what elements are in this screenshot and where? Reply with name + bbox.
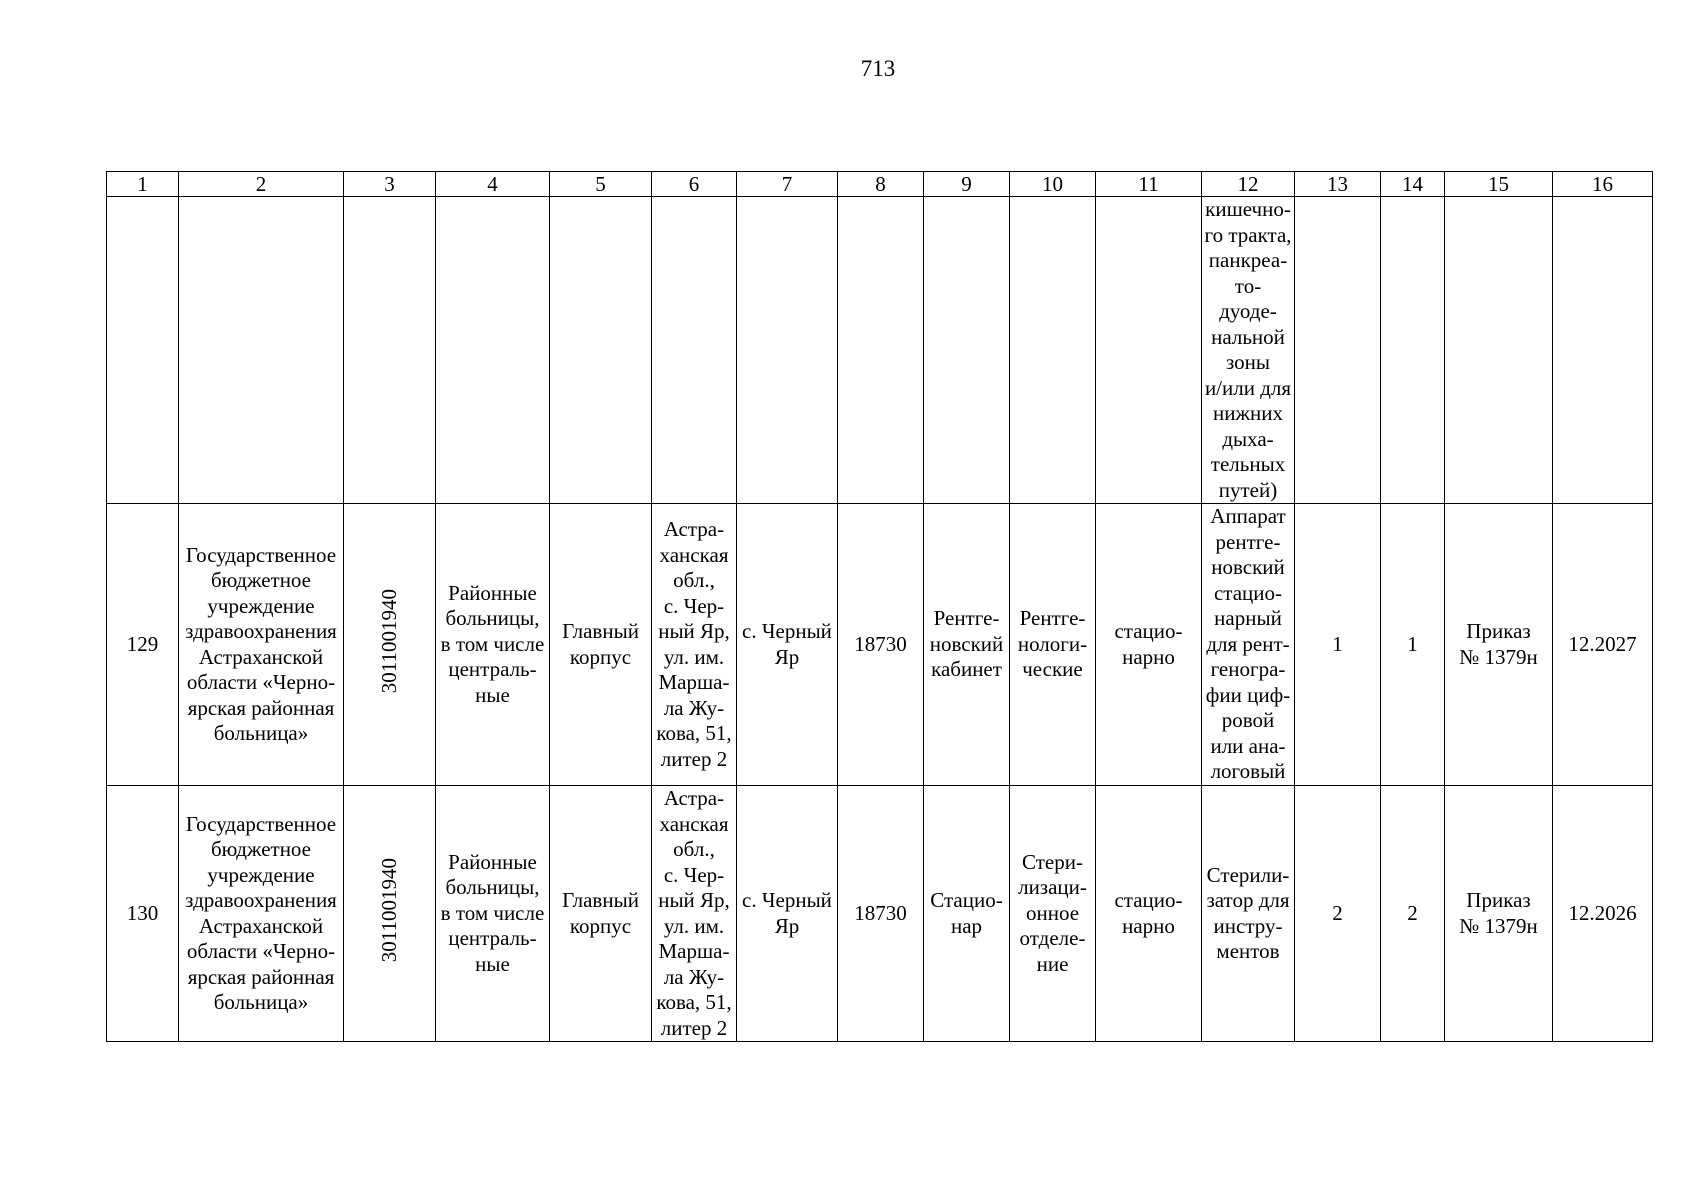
- table-row: [107, 504, 1653, 786]
- locality-cell: [737, 504, 838, 786]
- quantity-cell: 1: [1381, 504, 1445, 786]
- code-cell: [344, 504, 436, 786]
- code-text: 3011001940: [376, 858, 401, 963]
- organization-cell: [179, 786, 344, 1042]
- locality-text: с. Черный Яр: [742, 888, 832, 938]
- header-cell: 14: [1381, 172, 1445, 197]
- empty-cell: [1096, 197, 1202, 504]
- order-text: Приказ № 1379н: [1459, 619, 1538, 669]
- mode-cell: [1096, 786, 1202, 1042]
- header-cell: 2: [179, 172, 344, 197]
- organization-text: Государственное бюджетное учреждение здравоохранения Астраханской области «Черно- ярская районная больница»: [185, 811, 337, 1014]
- date-cell: 12.2027: [1553, 504, 1653, 786]
- empty-cell: [737, 197, 838, 504]
- address-text: Астра- ханская обл., с. Чер- ный Яр, ул. им. Марша- ла Жу- кова, 51, литер 2: [656, 786, 732, 1040]
- unit-cell: [924, 786, 1010, 1042]
- mode-text: стацио- нарно: [1114, 619, 1183, 669]
- date-cell: 12.2026: [1553, 786, 1653, 1042]
- profile-cell: [1010, 504, 1096, 786]
- header-row: [107, 172, 1653, 197]
- type-text: Районные больницы, в том числе централь- ные: [440, 580, 545, 707]
- header-cell: 13: [1295, 172, 1381, 197]
- organization-cell: [179, 504, 344, 786]
- building-text: Главный корпус: [562, 619, 639, 669]
- unit-text: Рентге- новский кабинет: [929, 606, 1004, 682]
- order-cell: [1445, 786, 1553, 1042]
- number-cell: 18730: [838, 786, 924, 1042]
- type-cell: [436, 504, 550, 786]
- equipment-cell: [1202, 504, 1295, 786]
- equipment-continuation-text: кишечно- го тракта, панкреа- то- дуоде- нальной зоны и/или для нижних дыха- тельных путей): [1204, 197, 1292, 502]
- equipment-text: Аппарат рентге- новский стацио- нарный для рент- геногра- фии циф- ровой или ана- логовый: [1205, 504, 1291, 784]
- address-cell: [652, 786, 737, 1042]
- type-text: Районные больницы, в том числе централь- ные: [440, 849, 545, 976]
- quantity-cell: 2: [1295, 786, 1381, 1042]
- header-cell: 7: [737, 172, 838, 197]
- order-cell: [1445, 504, 1553, 786]
- empty-cell: [1010, 197, 1096, 504]
- address-text: Астра- ханская обл., с. Чер- ный Яр, ул. им. Марша- ла Жу- кова, 51, литер 2: [656, 517, 732, 771]
- empty-cell: [838, 197, 924, 504]
- number-cell: 18730: [838, 504, 924, 786]
- header-cell: 4: [436, 172, 550, 197]
- locality-text: с. Черный Яр: [742, 619, 832, 669]
- header-cell: 6: [652, 172, 737, 197]
- equipment-cell: [1202, 786, 1295, 1042]
- type-cell: [436, 786, 550, 1042]
- equipment-table: [106, 171, 1653, 1042]
- empty-cell: [179, 197, 344, 504]
- header-cell: 3: [344, 172, 436, 197]
- profile-text: Стери- лизаци- онное отделе- ние: [1018, 849, 1087, 976]
- empty-cell: [1553, 197, 1653, 504]
- locality-cell: [737, 786, 838, 1042]
- empty-cell: [107, 197, 179, 504]
- quantity-cell: 2: [1381, 786, 1445, 1042]
- equipment-continuation-cell: [1202, 197, 1295, 504]
- order-text: Приказ № 1379н: [1459, 888, 1538, 938]
- profile-cell: [1010, 786, 1096, 1042]
- header-cell: 9: [924, 172, 1010, 197]
- header-cell: 10: [1010, 172, 1096, 197]
- empty-cell: [436, 197, 550, 504]
- empty-cell: [652, 197, 737, 504]
- empty-cell: [1295, 197, 1381, 504]
- header-cell: 16: [1553, 172, 1653, 197]
- equipment-text: Стерили- затор для инстру- ментов: [1206, 862, 1290, 963]
- header-cell: 12: [1202, 172, 1295, 197]
- address-cell: [652, 504, 737, 786]
- building-cell: [550, 504, 652, 786]
- empty-cell: [1445, 197, 1553, 504]
- unit-cell: [924, 504, 1010, 786]
- building-text: Главный корпус: [562, 888, 639, 938]
- header-cell: 11: [1096, 172, 1202, 197]
- mode-text: стацио- нарно: [1114, 888, 1183, 938]
- code-cell: [344, 786, 436, 1042]
- page-number: 713: [860, 56, 896, 81]
- code-text: 3011001940: [376, 589, 401, 694]
- unit-text: Стацио- нар: [930, 888, 1003, 938]
- building-cell: [550, 786, 652, 1042]
- quantity-cell: 1: [1295, 504, 1381, 786]
- empty-cell: [924, 197, 1010, 504]
- table-row: [107, 786, 1653, 1042]
- header-cell: 8: [838, 172, 924, 197]
- empty-cell: [1381, 197, 1445, 504]
- profile-text: Рентге- нологи- ческие: [1017, 606, 1088, 682]
- organization-text: Государственное бюджетное учреждение здравоохранения Астраханской области «Черно- ярская районная больница»: [185, 542, 337, 745]
- continuation-row: [107, 197, 1653, 504]
- row-number-cell: 130: [107, 786, 179, 1042]
- mode-cell: [1096, 504, 1202, 786]
- header-cell: 5: [550, 172, 652, 197]
- empty-cell: [344, 197, 436, 504]
- row-number-cell: 129: [107, 504, 179, 786]
- empty-cell: [550, 197, 652, 504]
- header-cell: 15: [1445, 172, 1553, 197]
- header-cell: 1: [107, 172, 179, 197]
